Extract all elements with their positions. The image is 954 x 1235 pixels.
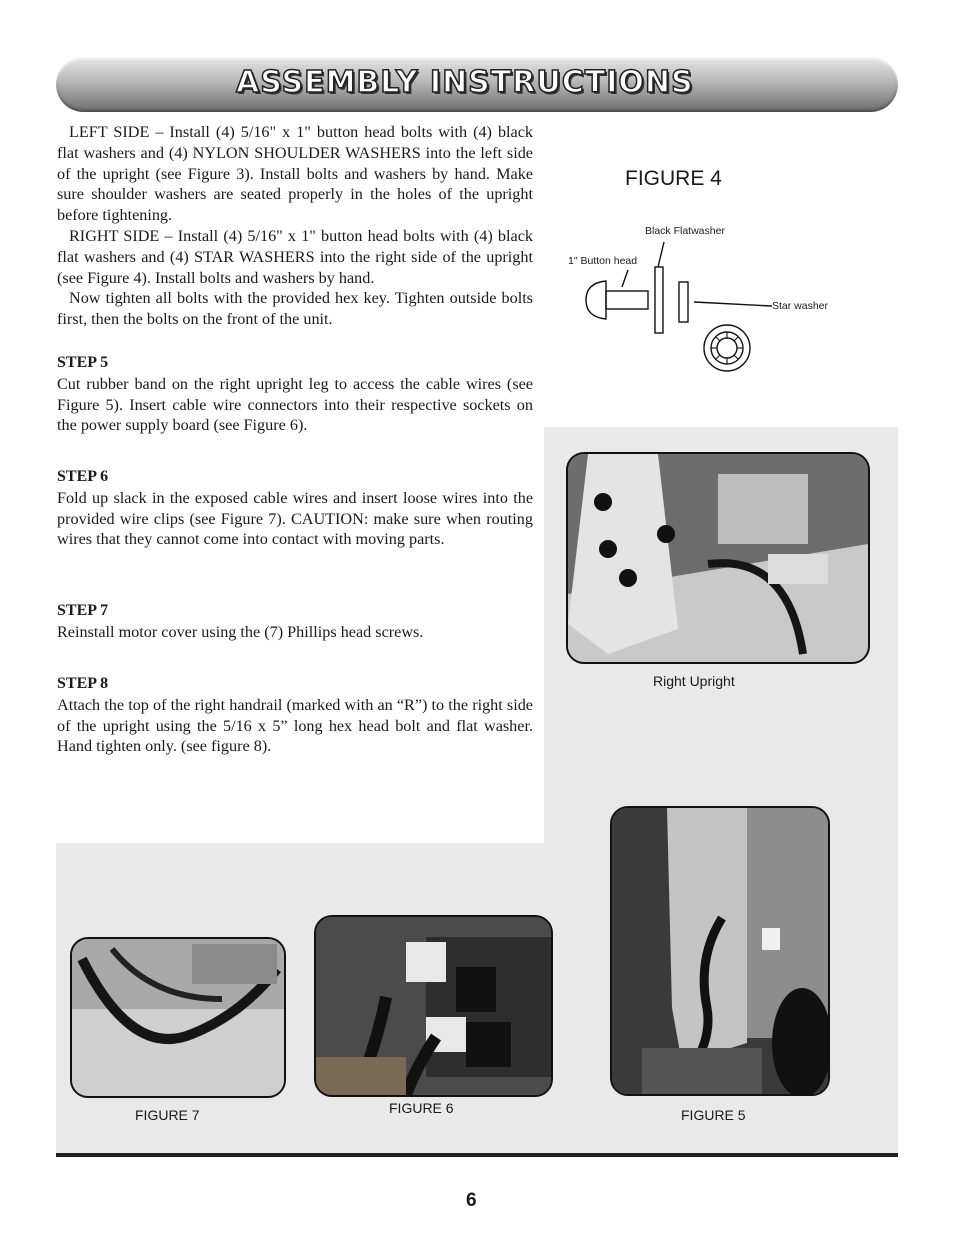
header-banner xyxy=(56,57,898,112)
page-number: 6 xyxy=(466,1190,477,1211)
figure5-photo xyxy=(610,806,830,1096)
figure6-photo xyxy=(314,915,553,1097)
page-title: ASSEMBLY INSTRUCTIONS xyxy=(236,65,694,100)
figure4-title: FIGURE 4 xyxy=(625,167,722,190)
step-text: Cut rubber band on the right upright leg to access the cable wires (see Figure 5). Insert cable wire connectors into their respective sockets on the power supply board (see Figure 6). xyxy=(57,374,533,435)
right-upright-caption: Right Upright xyxy=(653,673,735,689)
right-upright-photo xyxy=(566,452,870,664)
right-side-paragraph: RIGHT SIDE – Install (4) 5/16" x 1" button head bolts with (4) black flat washers and (4) STAR WASHERS into the right side of the upright (see Figure 4). Install bolts and washers by hand. xyxy=(57,226,533,287)
step-6 xyxy=(57,467,533,550)
intro-text xyxy=(57,122,533,330)
figure4-diagram xyxy=(560,225,840,385)
step-text: Fold up slack in the exposed cable wires and insert loose wires into the provided wire clips (see Figure 7). CAUTION: make sure when routing wires that they cannot come into contact with moving parts. xyxy=(57,488,533,549)
step-8 xyxy=(57,674,533,757)
label-star-washer: Star washer xyxy=(772,300,829,312)
footer-rule xyxy=(56,1153,898,1157)
label-button-head: 1" Button head xyxy=(568,255,638,267)
step-heading: STEP 7 xyxy=(57,602,109,619)
step-heading: STEP 8 xyxy=(57,675,109,692)
step-text: Reinstall motor cover using the (7) Phillips head screws. xyxy=(57,622,424,641)
step-7 xyxy=(57,601,533,643)
figure7-photo xyxy=(70,937,286,1098)
tighten-paragraph: Now tighten all bolts with the provided hex key. Tighten outside bolts first, then the bolts on the front of the unit. xyxy=(57,289,533,329)
figure7-caption: FIGURE 7 xyxy=(135,1107,200,1123)
figure5-caption: FIGURE 5 xyxy=(681,1107,746,1123)
step-text: Attach the top of the right handrail (marked with an “R”) to the right side of the upright using the 5/16 x 5” long hex head bolt and flat washer. Hand tighten only. (see figure 8). xyxy=(57,695,533,756)
left-side-paragraph: LEFT SIDE – Install (4) 5/16" x 1" button head bolts with (4) black flat washers and (4) NYLON SHOULDER WASHERS into the left side of the upright (see Figure 3). Install bolts and washers by hand. Make sure shoulder washers are seated properly in the holes of the upright before tightening. xyxy=(57,123,533,225)
step-heading: STEP 6 xyxy=(57,468,109,485)
step-heading: STEP 5 xyxy=(57,354,109,371)
step-5 xyxy=(57,353,533,436)
label-black-flatwasher: Black Flatwasher xyxy=(645,225,725,237)
figure6-caption: FIGURE 6 xyxy=(389,1100,454,1116)
